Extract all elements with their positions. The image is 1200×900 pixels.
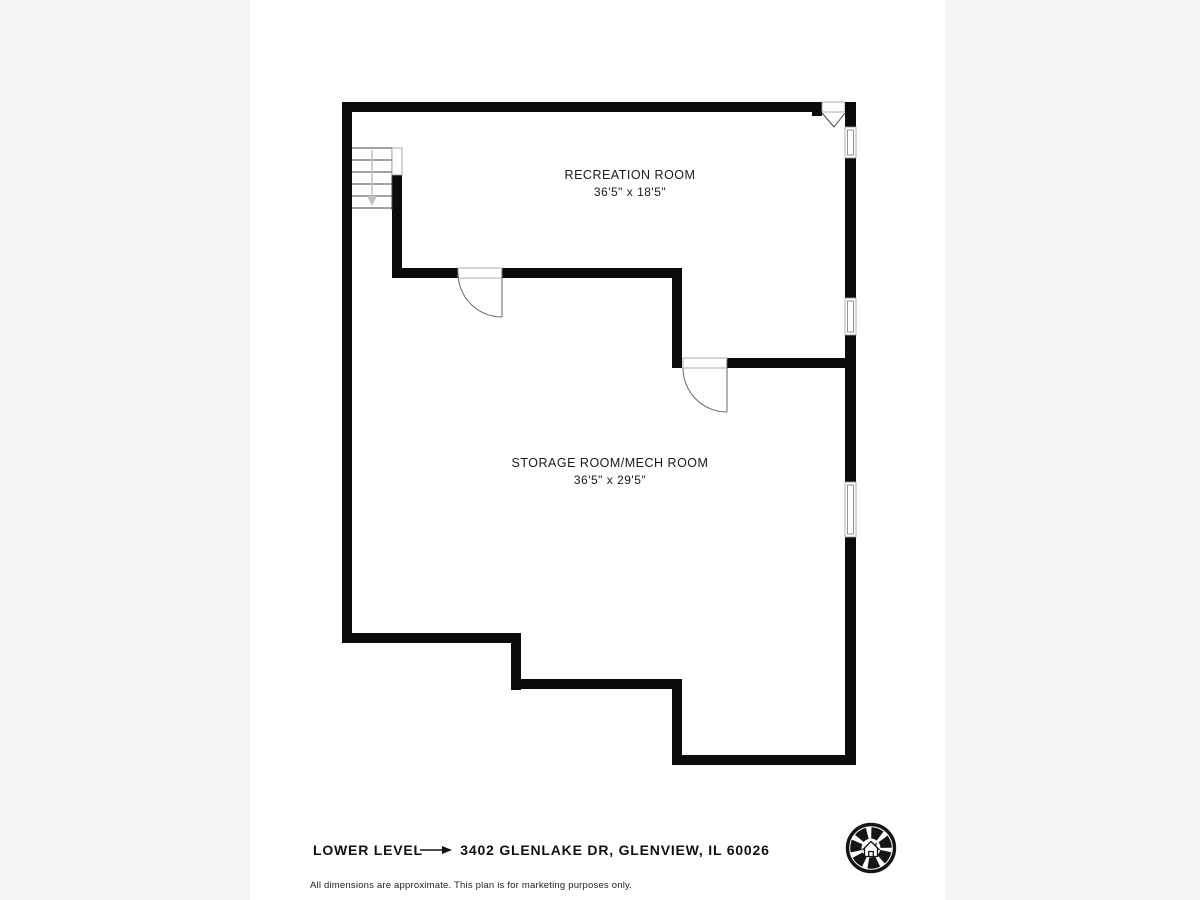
wall-bottom-step2-vert xyxy=(672,679,682,765)
door-recroom xyxy=(458,268,502,317)
wall-recroom-bottom-right xyxy=(502,268,682,278)
room-dimensions-recreation: 36'5" x 18'5" xyxy=(593,185,667,199)
wall-bottom-step2 xyxy=(511,679,682,689)
stair-down-arrow-icon xyxy=(367,150,377,206)
disclaimer-text: All dimensions are approximate. This plan is for marketing purposes only. xyxy=(310,880,633,891)
wall-right-seg3 xyxy=(845,335,856,482)
wall-right-seg4 xyxy=(845,537,856,765)
brand-logo xyxy=(848,825,895,872)
property-address: 3402 GLENLAKE DR, GLENVIEW, IL 60026 xyxy=(460,842,770,858)
right-arrow-icon xyxy=(420,846,452,854)
wall-mid-vertical xyxy=(672,268,682,368)
wall-storage-top xyxy=(727,358,845,368)
top-wall-opening xyxy=(822,102,845,112)
wall-top-notch-stub xyxy=(812,102,822,116)
wall-recroom-bottom-left xyxy=(392,268,458,278)
wall-right-seg1 xyxy=(845,102,856,127)
stair-opening xyxy=(392,148,402,175)
wall-top xyxy=(342,102,812,112)
window-3 xyxy=(845,482,856,537)
window-1 xyxy=(845,127,856,158)
wall-bottom-step1 xyxy=(342,633,521,643)
doors xyxy=(458,268,727,412)
wall-right-seg2 xyxy=(845,158,856,298)
wall-stair-shaft xyxy=(392,175,402,278)
corner-window-vee-icon xyxy=(822,113,845,127)
wall-left xyxy=(342,102,352,643)
room-label-storage: STORAGE ROOM/MECH ROOM xyxy=(511,456,709,470)
door-storage xyxy=(683,358,727,412)
exterior-walls xyxy=(342,102,856,765)
footer xyxy=(310,825,895,892)
level-label: LOWER LEVEL xyxy=(313,842,423,858)
room-label-recreation: RECREATION ROOM xyxy=(564,168,696,182)
window-2 xyxy=(845,298,856,335)
room-dimensions-storage: 36'5" x 29'5" xyxy=(573,473,647,487)
wall-bottom xyxy=(672,755,856,765)
